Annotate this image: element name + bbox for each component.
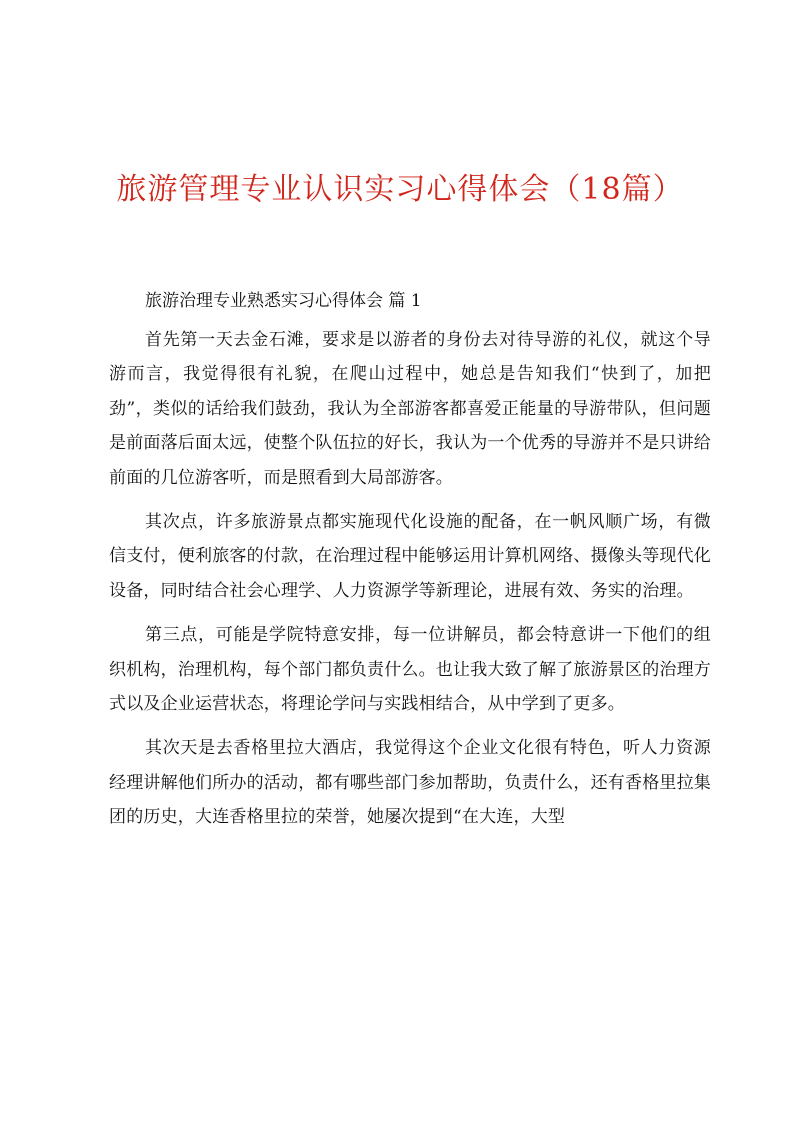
paragraph-3: 第三点，可能是学院特意安排，每一位讲解员，都会特意讲一下他们的组织机构，治理机构，每个部门都负责什么。也让我大致了解了旅游景区的治理方式以及企业运营状态，将理论学问与实践相结合，从中学到了更多。	[109, 625, 711, 715]
document-title: 旅游管理专业认识实习心得体会（18篇）	[116, 172, 684, 207]
document-body	[109, 283, 711, 845]
paragraph-2: 其次点，许多旅游景点都实施现代化设施的配备，在一帆风顺广场，有微信支付，便利旅客的付款，在治理过程中能够运用计算机网络、摄像头等现代化设备，同时结合社会心理学、人力资源学等新理论，进展有效、务实的治理。	[109, 512, 711, 601]
paragraph-1: 首先第一天去金石滩，要求是以游者的身份去对待导游的礼仪，就这个导游而言，我觉得很有礼貌，在爬山过程中，她总是告知我们“快到了，加把劲”，类似的话给我们鼓劲，我认为全部游客都喜爱正能量的导游带队，但问题是前面落后面太远，使整个队伍拉的好长，我认为一个优秀的导游并不是只讲给前面的几位游客听，而是照看到大局部游客。	[109, 330, 711, 488]
paragraph-4: 其次天是去香格里拉大酒店，我觉得这个企业文化很有特色，听人力资源经理讲解他们所办的活动，都有哪些部门参加帮助，负责什么，还有香格里拉集团的历史，大连香格里拉的荣誉，她屡次提到“在大连，大型	[109, 738, 711, 828]
section-heading: 旅游治理专业熟悉实习心得体会 篇 1	[145, 291, 422, 311]
